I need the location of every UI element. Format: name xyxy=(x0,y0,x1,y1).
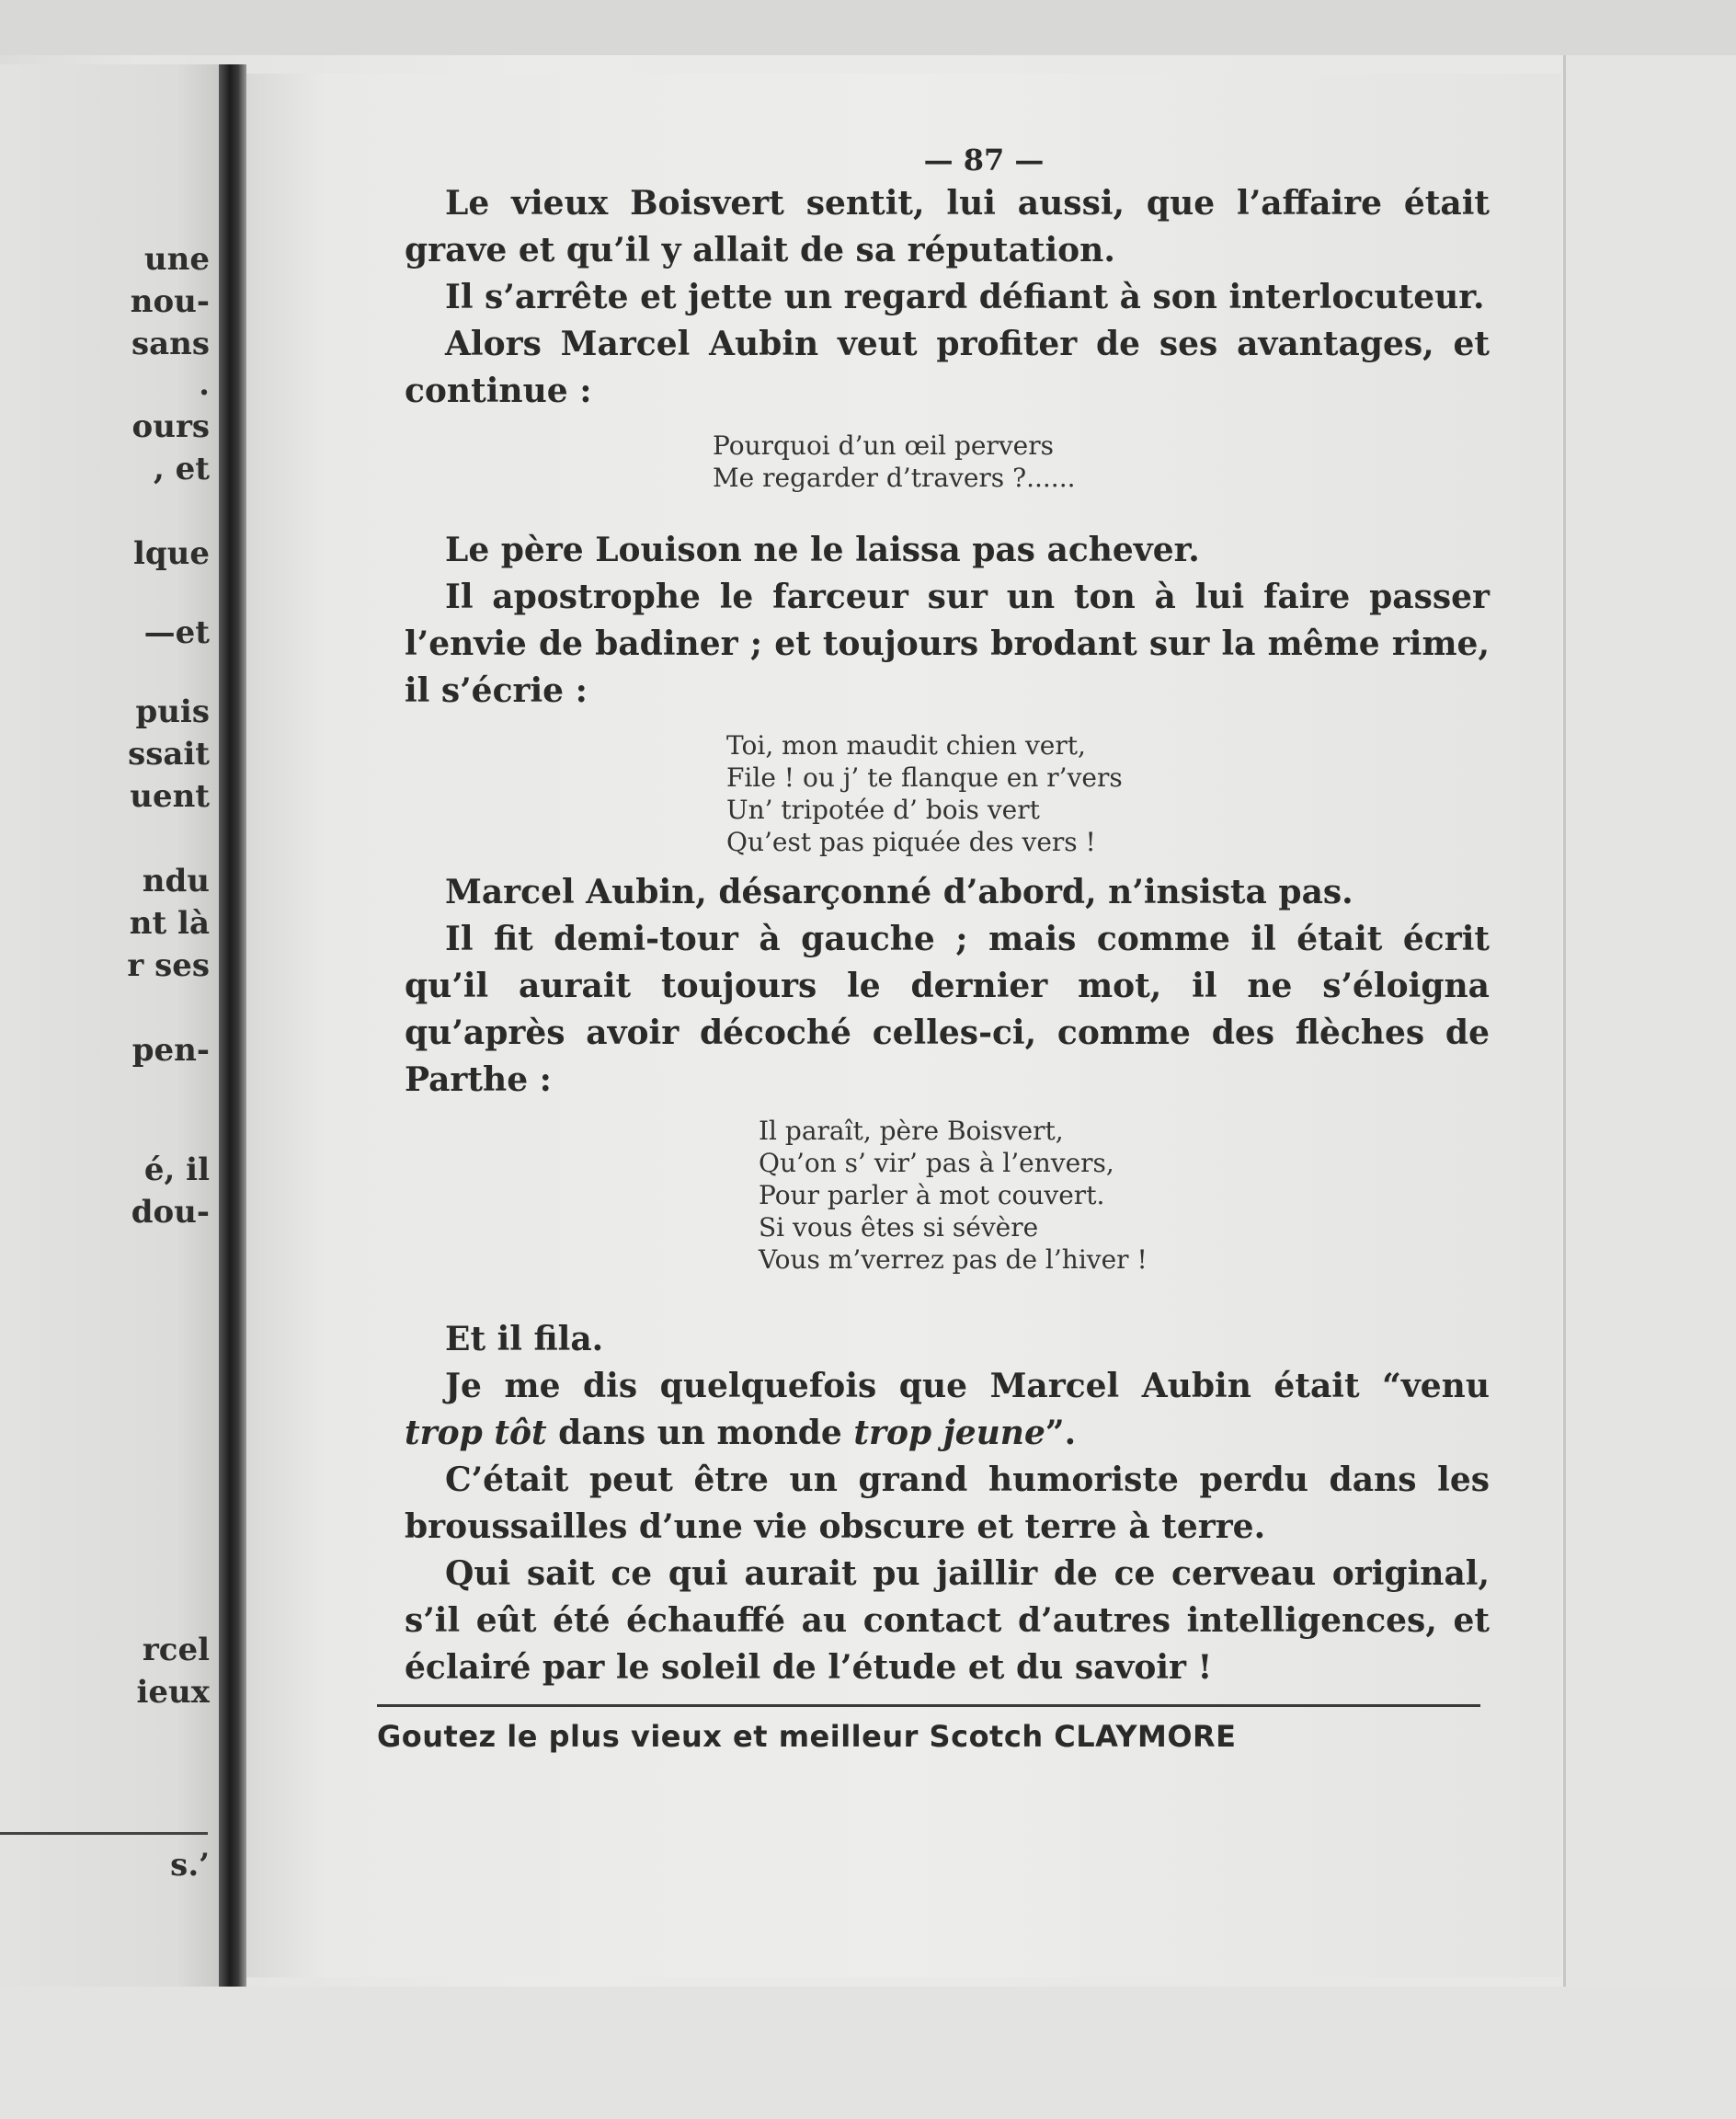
left-page-fragment: ssait xyxy=(128,736,210,773)
verse-line: Un’ tripotée d’ bois vert xyxy=(726,795,1040,825)
left-page-fragment: sans xyxy=(131,326,210,362)
paragraph: C’était peut être un grand humoriste perdu dans les broussailles d’une vie obscure et terre à terre. xyxy=(405,1460,1490,1546)
left-page-fragment: puis xyxy=(135,693,210,730)
scanner-right-margin xyxy=(1563,55,1736,2119)
left-page-fragment: —et xyxy=(143,614,210,651)
verse-line: Si vous êtes si sévère xyxy=(759,1212,1039,1243)
verse-line: Me regarder d’travers ?...... xyxy=(713,463,1076,493)
advertisement-footer: Goutez le plus vieux et meilleur Scotch CLAYMORE xyxy=(377,1719,1237,1754)
left-page-fragment: ndu xyxy=(142,863,210,899)
text-run: dans un monde xyxy=(546,1414,854,1452)
left-page-fragment: nt là xyxy=(129,905,210,942)
left-page-rule xyxy=(0,1832,208,1835)
scanner-bottom-margin xyxy=(0,1987,1736,2119)
paragraph: Il fit demi-tour à gauche ; mais comme il était écrit qu’il aurait toujours le dernier mot, il ne s’éloigna qu’après avoir décoché celles-ci, comme des flèches de Parthe : xyxy=(405,920,1490,1099)
verse-block xyxy=(726,729,1490,858)
paragraph: Il s’arrête et jette un regard défiant à son interlocuteur. xyxy=(445,278,1485,316)
footer-rule xyxy=(377,1704,1480,1707)
paragraph: Le vieux Boisvert sentit, lui aussi, que l’affaire était grave et qu’il y allait de sa réputation. xyxy=(405,184,1490,269)
left-page-fragment: r ses xyxy=(127,947,210,984)
verse-line: Toi, mon maudit chien vert, xyxy=(726,730,1086,761)
verse-line: Il paraît, père Boisvert, xyxy=(759,1116,1064,1146)
text-run: Je me dis quelquefois que Marcel Aubin était “venu xyxy=(445,1367,1490,1405)
verse-block xyxy=(713,430,1490,494)
verse-line: File ! ou j’ te flanque en r’vers xyxy=(726,762,1123,793)
left-page-fragment: lque xyxy=(132,535,210,572)
paragraph: Le père Louison ne le laissa pas achever. xyxy=(445,531,1200,569)
left-page-fragment: une xyxy=(143,241,210,278)
left-page xyxy=(0,64,221,1987)
left-page-fragment: dou- xyxy=(131,1194,210,1231)
paragraph: Qui sait ce qui aurait pu jaillir de ce cerveau original, s’il eût été échauffé au contact d’autres intelligences, et éclairé par le soleil de l’étude et du savoir ! xyxy=(405,1554,1490,1687)
italic-text: trop tôt xyxy=(405,1414,547,1452)
verse-line: Qu’on s’ vir’ pas à l’envers, xyxy=(759,1148,1114,1178)
text-run: ”. xyxy=(1045,1414,1077,1452)
verse-line: Pour parler à mot couvert. xyxy=(759,1180,1105,1210)
paragraph: Marcel Aubin, désarçonné d’abord, n’insista pas. xyxy=(445,873,1353,911)
paragraph: Alors Marcel Aubin veut profiter de ses avantages, et continue : xyxy=(405,325,1490,410)
paragraph: Et il fila. xyxy=(445,1320,604,1358)
italic-text: trop jeune xyxy=(853,1414,1045,1452)
left-page-fragment: . xyxy=(199,366,210,403)
book-gutter xyxy=(219,64,246,1996)
verse-line: Vous m’verrez pas de l’hiver ! xyxy=(759,1244,1148,1275)
left-page-fragment: , et xyxy=(153,451,210,487)
left-page-fragment: s.’ xyxy=(170,1847,210,1884)
page-number: — 87 — xyxy=(923,143,1045,178)
left-page-fragment: rcel xyxy=(142,1632,210,1668)
left-page-fragment: é, il xyxy=(143,1151,210,1188)
verse-line: Pourquoi d’un œil pervers xyxy=(713,430,1054,461)
page-text xyxy=(377,129,1490,1757)
paragraph xyxy=(405,1363,1490,1457)
left-page-fragment: uent xyxy=(130,778,210,815)
verse-line: Qu’est pas piquée des vers ! xyxy=(726,827,1096,857)
left-page-fragment: ieux xyxy=(136,1674,210,1711)
scanner-top-margin xyxy=(0,0,1736,55)
verse-block xyxy=(759,1115,1490,1276)
left-page-fragment: ours xyxy=(131,408,210,445)
left-page-fragment: nou- xyxy=(130,283,210,320)
paragraph: Il apostrophe le farceur sur un ton à lui faire passer l’envie de badiner ; et toujours brodant sur la même rime, il s’écrie : xyxy=(405,578,1490,710)
left-page-fragment: pen- xyxy=(131,1032,210,1069)
